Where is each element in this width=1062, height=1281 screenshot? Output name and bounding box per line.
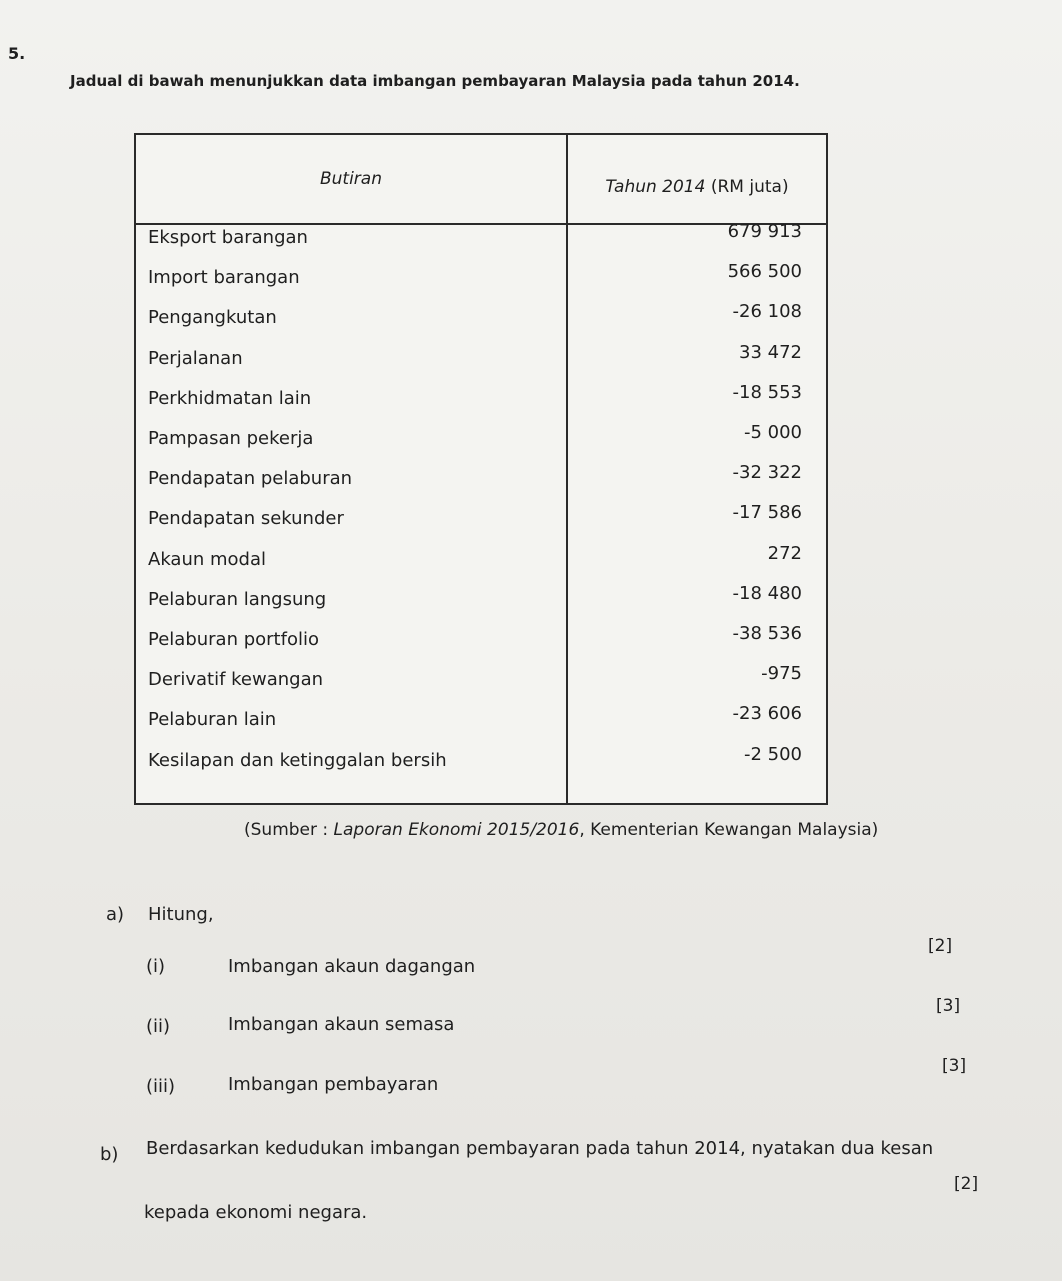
table-row (136, 743, 826, 790)
row-value: -26 108 (732, 301, 802, 323)
row-value: -2 500 (743, 743, 802, 765)
row-label: Pelaburan portfolio (148, 629, 319, 650)
table-row (136, 542, 826, 589)
table-row (136, 261, 826, 307)
part-a-iii-marks: [3] (942, 1056, 967, 1076)
table-row (136, 221, 826, 267)
row-label: Kesilapan dan ketinggalan bersih (148, 749, 447, 771)
row-value: -17 586 (732, 502, 802, 524)
part-a-ii-num: (ii) (146, 1016, 171, 1037)
row-label: Pelaburan lain (148, 709, 277, 731)
part-a-ii-text: Imbangan akaun semasa (228, 1014, 455, 1035)
source-suffix: , Kementerian Kewangan Malaysia) (579, 820, 879, 840)
part-a-iii-text: Imbangan pembayaran (228, 1074, 439, 1095)
table-row (136, 301, 826, 347)
row-value: -18 553 (732, 381, 802, 403)
source-prefix: (Sumber : (244, 820, 334, 840)
question-intro: Jadual di bawah menunjukkan data imbangan pembayaran Malaysia pada tahun 2014. (70, 72, 800, 90)
header-year-unit: (RM juta) (705, 177, 789, 197)
row-value: -5 000 (743, 422, 802, 443)
row-value: 272 (767, 542, 802, 564)
part-a-i-marks: [2] (928, 936, 953, 956)
balance-of-payments-table (134, 133, 828, 805)
source-title: Laporan Ekonomi 2015/2016 (333, 820, 580, 840)
table-row (136, 462, 826, 508)
question-number: 5. (8, 44, 26, 63)
header-item: Butiran (319, 169, 382, 189)
header-year (568, 177, 826, 197)
row-label: Perkhidmatan lain (148, 387, 312, 409)
row-value: 566 500 (727, 261, 802, 283)
part-b-text-continued: kepada ekonomi negara. (144, 1202, 368, 1223)
part-a-ii-marks: [3] (936, 996, 961, 1016)
table-row (136, 422, 826, 468)
part-a-i-num: (i) (146, 956, 166, 977)
part-a-text: Hitung, (148, 904, 214, 925)
table-row (136, 341, 826, 388)
row-value: -23 606 (732, 703, 802, 725)
row-label: Perjalanan (148, 347, 243, 369)
part-a-iii-num: (iii) (146, 1076, 176, 1097)
part-a-i-text: Imbangan akaun dagangan (228, 956, 476, 977)
source-note (244, 820, 878, 840)
part-a-label: a) (106, 904, 125, 925)
row-value: 679 913 (727, 221, 802, 242)
row-label: Derivatif kewangan (148, 669, 324, 691)
table-row (136, 582, 826, 629)
table-row (136, 663, 826, 709)
table-row (136, 381, 826, 428)
row-label: Pampasan pekerja (148, 428, 314, 449)
row-value: -32 322 (732, 462, 802, 484)
row-label: Import barangan (148, 267, 300, 289)
part-b-marks: [2] (954, 1174, 979, 1194)
part-b-label: b) (100, 1144, 119, 1165)
row-label: Akaun modal (148, 548, 266, 570)
table-row (136, 502, 826, 548)
row-label: Pengangkutan (148, 307, 277, 329)
table-row (136, 703, 826, 749)
row-label: Pendapatan pelaburan (148, 468, 353, 490)
part-b-text: Berdasarkan kedudukan imbangan pembayaran pada tahun 2014, nyatakan dua kesan (146, 1138, 934, 1159)
row-value: -18 480 (732, 582, 802, 604)
row-value: -975 (761, 663, 802, 685)
header-divider (136, 223, 826, 225)
table-row (136, 623, 826, 669)
row-value: 33 472 (739, 341, 802, 363)
row-value: -38 536 (732, 623, 802, 644)
row-label: Pendapatan sekunder (148, 508, 344, 530)
row-label: Eksport barangan (148, 227, 308, 248)
header-year-label: Tahun 2014 (605, 177, 706, 197)
row-label: Pelaburan langsung (148, 588, 327, 610)
